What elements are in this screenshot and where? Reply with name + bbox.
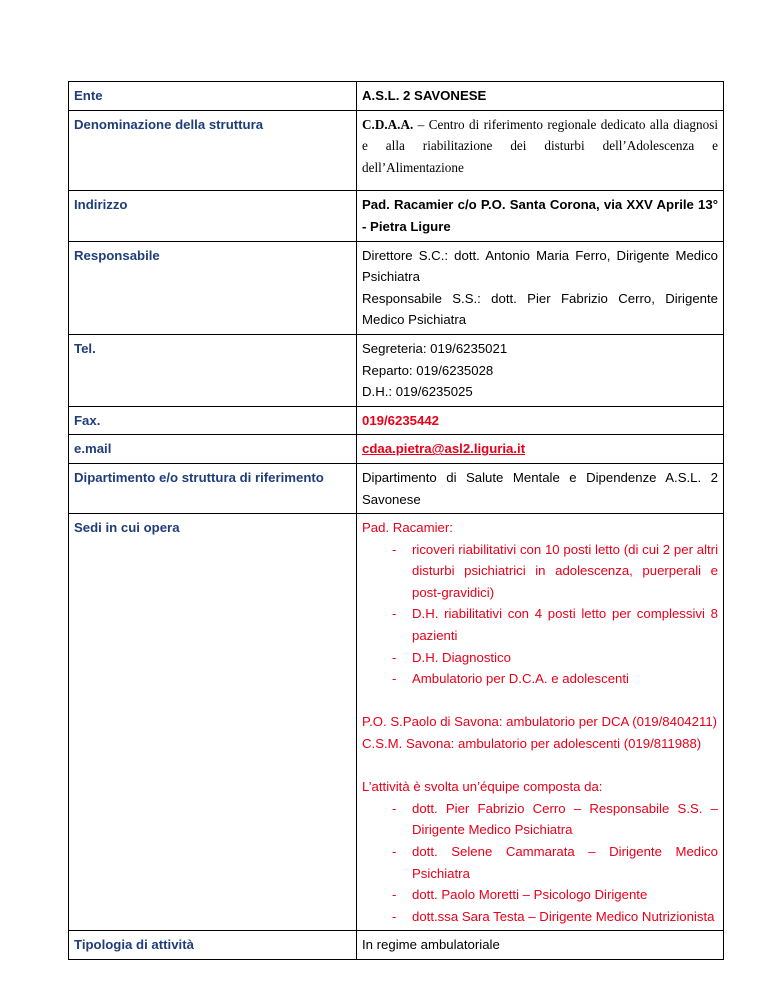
value-ente: A.S.L. 2 SAVONESE bbox=[357, 82, 724, 111]
row-tipologia bbox=[69, 931, 724, 960]
row-email bbox=[69, 435, 724, 464]
value-sedi bbox=[357, 514, 724, 931]
tel-segreteria: Segreteria: 019/6235021 bbox=[362, 340, 508, 356]
row-dipartimento bbox=[69, 463, 724, 513]
label-indirizzo: Indirizzo bbox=[69, 191, 357, 241]
sedi-item: - ricoveri riabilitativi con 10 posti letto (di cui 2 per altri disturbi psichiatrici in adolescenza, puerperali e post-gravidici) bbox=[412, 539, 718, 604]
label-denominazione: Denominazione della struttura bbox=[69, 110, 357, 191]
team-list bbox=[362, 798, 718, 928]
row-responsabile bbox=[69, 241, 724, 334]
label-sedi: Sedi in cui opera bbox=[69, 514, 357, 931]
label-ente: Ente bbox=[69, 82, 357, 111]
sedi-csm-savona: C.S.M. Savona: ambulatorio per adolescenti (019/811988) bbox=[362, 736, 702, 752]
row-tel bbox=[69, 334, 724, 406]
team-member: - dott.ssa Sara Testa – Dirigente Medico Nutrizionista bbox=[412, 906, 718, 928]
label-dipartimento: Dipartimento e/o struttura di riferimento bbox=[69, 463, 357, 513]
value-tel bbox=[357, 334, 724, 406]
value-denominazione bbox=[357, 110, 724, 191]
value-fax: 019/6235442 bbox=[357, 406, 724, 435]
responsabile-ss: Responsabile S.S.: dott. Pier Fabrizio Cerro, Dirigente Medico Psichiatra bbox=[362, 290, 718, 328]
team-member: - dott. Pier Fabrizio Cerro – Responsabile S.S. – Dirigente Medico Psichiatra bbox=[412, 798, 718, 841]
team-heading: L’attività è svolta un’équipe composta da: bbox=[362, 779, 603, 795]
row-fax bbox=[69, 406, 724, 435]
tel-dh: D.H.: 019/6235025 bbox=[362, 384, 473, 400]
row-denominazione bbox=[69, 110, 724, 191]
sedi-savona-paolo: P.O. S.Paolo di Savona: ambulatorio per DCA (019/8404211) bbox=[362, 714, 718, 730]
label-tipologia: Tipologia di attività bbox=[69, 931, 357, 960]
info-table bbox=[68, 81, 724, 960]
responsabile-direttore: Direttore S.C.: dott. Antonio Maria Ferro, Dirigente Medico Psichiatra bbox=[362, 247, 718, 285]
email-link[interactable]: cdaa.pietra@asl2.liguria.it bbox=[362, 441, 526, 457]
sedi-heading: Pad. Racamier: bbox=[362, 520, 453, 536]
denominazione-description: – Centro di riferimento regionale dedicato alla diagnosi e alla riabilitazione dei disturbi dell’Adolescenza e dell’Alimentazione bbox=[362, 116, 718, 175]
denominazione-acronym: C.D.A.A. bbox=[362, 116, 414, 132]
sedi-item: - D.H. Diagnostico bbox=[412, 647, 718, 669]
row-indirizzo bbox=[69, 191, 724, 241]
sedi-item: - D.H. riabilitativi con 4 posti letto per complessivi 8 pazienti bbox=[412, 603, 718, 646]
value-dipartimento: Dipartimento di Salute Mentale e Dipendenze A.S.L. 2 Savonese bbox=[357, 463, 724, 513]
value-email bbox=[357, 435, 724, 464]
tel-reparto: Reparto: 019/6235028 bbox=[362, 362, 494, 378]
value-responsabile bbox=[357, 241, 724, 334]
label-fax: Fax. bbox=[69, 406, 357, 435]
label-responsabile: Responsabile bbox=[69, 241, 357, 334]
label-tel: Tel. bbox=[69, 334, 357, 406]
team-member: - dott. Selene Cammarata – Dirigente Medico Psichiatra bbox=[412, 841, 718, 884]
sedi-item: - Ambulatorio per D.C.A. e adolescenti bbox=[412, 668, 718, 690]
row-ente bbox=[69, 82, 724, 111]
value-tipologia: In regime ambulatoriale bbox=[357, 931, 724, 960]
sedi-list bbox=[362, 539, 718, 690]
team-member: - dott. Paolo Moretti – Psicologo Dirigente bbox=[412, 884, 718, 906]
label-email: e.mail bbox=[69, 435, 357, 464]
value-indirizzo: Pad. Racamier c/o P.O. Santa Corona, via XXV Aprile 13° - Pietra Ligure bbox=[357, 191, 724, 241]
row-sedi bbox=[69, 514, 724, 931]
